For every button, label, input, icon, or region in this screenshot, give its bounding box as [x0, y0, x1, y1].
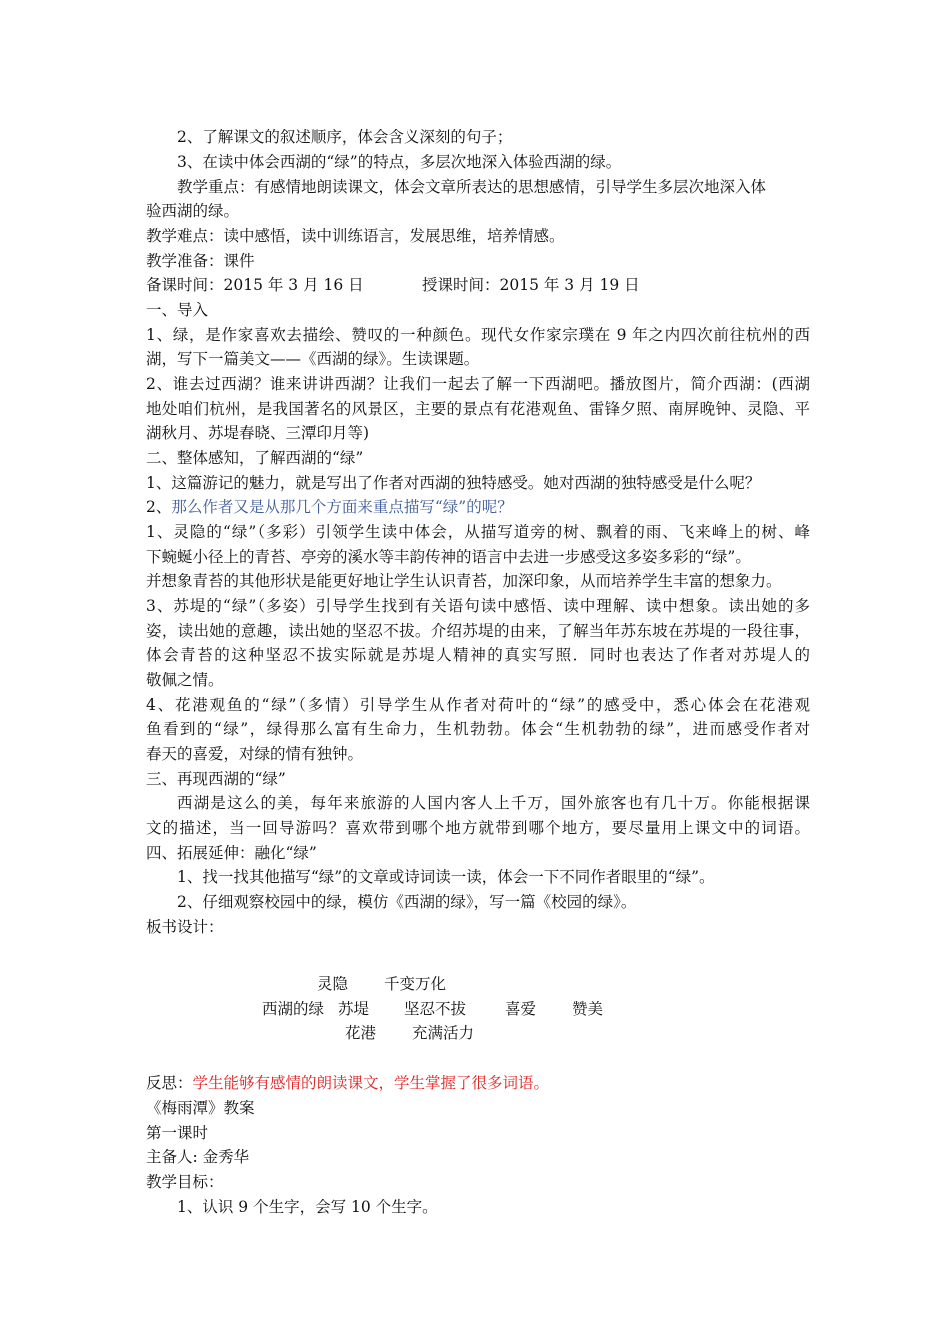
board-lingyin: 灵隐 — [317, 975, 349, 993]
board-xiai: 喜爱 — [505, 1000, 537, 1018]
text-line: 2、了解课文的叙述顺序，体会含义深刻的句子； — [177, 128, 513, 146]
board-jianren: 坚忍不拔 — [404, 1000, 467, 1018]
text-line: 1、找一找其他描写“绿”的文章或诗词读一读，体会一下不同作者眼里的“绿”。 — [177, 868, 715, 886]
section-heading: 三、再现西湖的“绿” — [146, 770, 286, 788]
text-line: 1、认识 9 个生字，会写 10 个生字。 — [177, 1198, 438, 1216]
text-line: 1、灵隐的“绿”（多彩）引领学生读中体会，从描写道旁的树、飘着的雨、飞来峰上的树、峰 — [146, 523, 810, 541]
text-line: 地处咱们杭州，是我国著名的风景区，主要的景点有花港观鱼、雷锋夕照、南屏晚钟、灵隐、平 — [146, 400, 810, 418]
board-sudi: 苏堤 — [338, 1000, 370, 1018]
board-center: 西湖的绿 — [262, 1000, 325, 1018]
text-line: 教学准备：课件 — [146, 252, 255, 270]
lesson-period: 第一课时 — [146, 1124, 209, 1142]
board-huagang: 花港 — [345, 1024, 377, 1042]
text-line: 湖秋月、苏堤春晓、三潭印月等) — [146, 424, 370, 442]
text-line: 敬佩之情。 — [146, 671, 224, 689]
text-line: 教学难点：读中感悟，读中训练语言，发展思维，培养情感。 — [146, 227, 565, 245]
section-heading: 一、导入 — [146, 301, 209, 319]
lesson-title: 《梅雨潭》教案 — [146, 1099, 255, 1117]
text-line — [146, 495, 810, 519]
text-line: 春天的喜爱，对绿的情有独钟。 — [146, 745, 364, 763]
text-line: 3、在读中体会西湖的“绿”的特点，多层次地深入体验西湖的绿。 — [177, 153, 622, 171]
teach-date: 授课时间：2015 年 3 月 19 日 — [422, 276, 640, 294]
text-line: 验西湖的绿。 — [146, 202, 240, 220]
text-line: 姿，读出她的意趣，读出她的坚忍不拔。介绍苏堤的由来，了解当年苏东坡在苏堤的一段往事， — [146, 622, 810, 640]
prep-date: 备课时间：2015 年 3 月 16 日 — [146, 276, 364, 294]
text-line: 教学重点：有感情地朗读课文，体会文章所表达的思想感情，引导学生多层次地深入体 — [177, 178, 767, 196]
text-line: 湖，写下一篇美文——《西湖的绿》。生读课题。 — [146, 350, 480, 368]
text-line: 2、谁去过西湖？谁来讲讲西湖？让我们一起去了解一下西湖吧。播放图片，简介西湖：(西湖 — [146, 375, 810, 393]
section-heading: 板书设计： — [146, 918, 224, 936]
goals-heading: 教学目标： — [146, 1173, 224, 1191]
text-line: 3、苏堤的“绿”（多姿）引导学生找到有关语句读中感悟、读中理解、读中想象。读出她的多 — [146, 597, 810, 615]
text-line: 4、花港观鱼的“绿”（多情）引导学生从作者对荷叶的“绿”的感受中，悉心体会在花港观 — [146, 696, 810, 714]
board-chongman: 充满活力 — [412, 1024, 475, 1042]
text-line: 2、仔细观察校园中的绿，模仿《西湖的绿》，写一篇《校园的绿》。 — [177, 893, 637, 911]
text-line: 文的描述，当一回导游吗？喜欢带到哪个地方就带到哪个地方，要尽量用上课文中的词语。 — [146, 819, 810, 837]
text-line: 下蜿蜒小径上的青苔、亭旁的溪水等丰韵传神的语言中去进一步感受这多姿多彩的“绿”。 — [146, 548, 751, 566]
text-line: 体会青苔的这种坚忍不拔实际就是苏堤人精神的真实写照．同时也表达了作者对苏堤人的 — [146, 646, 810, 664]
section-heading: 二、整体感知，了解西湖的“绿” — [146, 449, 364, 467]
board-qianbian: 千变万化 — [384, 975, 447, 993]
text-line: 鱼看到的“绿”，绿得那么富有生命力，生机勃勃。体会“生机勃勃的绿”，进而感受作者对 — [146, 720, 810, 738]
section-heading: 四、拓展延伸：融化“绿” — [146, 844, 317, 862]
text-line: 1、这篇游记的魅力，就是写出了作者对西湖的独特感受。她对西湖的独特感受是什么呢？ — [146, 474, 761, 492]
reflection-label: 反思： — [146, 1074, 193, 1092]
reflection-text: 学生能够有感情的朗读课文，学生掌握了很多词语。 — [192, 1074, 550, 1092]
text-line: 并想象青苔的其他形状是能更好地让学生认识青苔，加深印象，从而培养学生丰富的想象力。 — [146, 572, 782, 590]
text-line: 西湖是这么的美，每年来旅游的人国内客人上千万，国外旅客也有几十万。你能根据课 — [177, 794, 810, 812]
text-line: 1、绿，是作家喜欢去描绘、赞叹的一种颜色。现代女作家宗璞在 9 年之内四次前往杭州的西 — [146, 326, 810, 344]
highlighted-question: 那么作者又是从那几个方面来重点描写“绿”的呢？ — [171, 498, 513, 516]
board-zanmei: 赞美 — [572, 1000, 604, 1018]
reflection — [146, 1071, 810, 1095]
item-number: 2、 — [146, 498, 172, 516]
lesson-author: 主备人: 金秀华 — [146, 1148, 250, 1166]
